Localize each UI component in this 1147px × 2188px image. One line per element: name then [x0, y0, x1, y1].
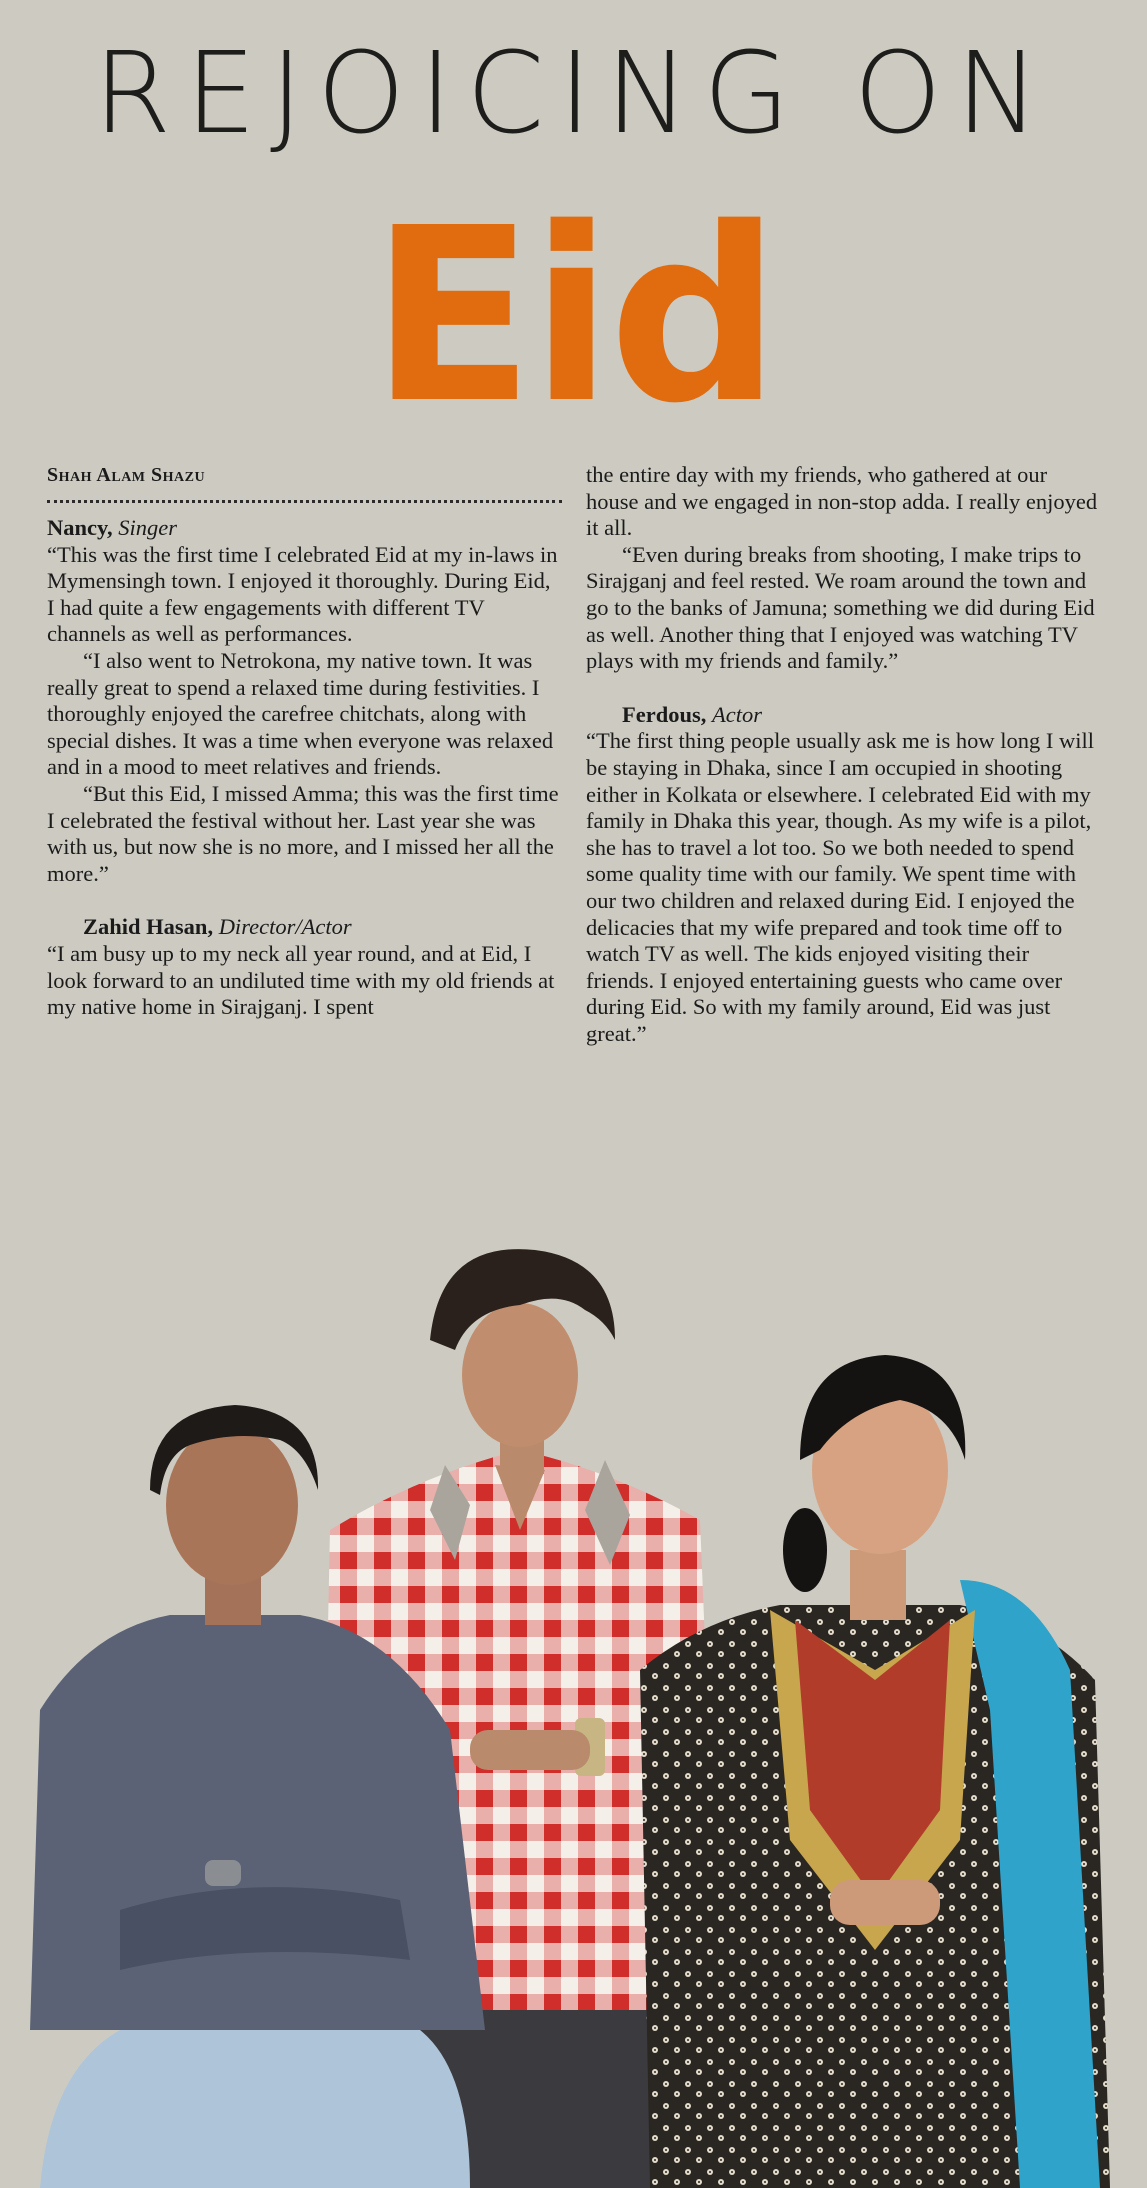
- headline-eid: Eid: [370, 176, 777, 456]
- section-heading-zahid: Zahid Hasan, Director/Actor: [83, 914, 352, 940]
- byline: Shah Alam Shazu: [47, 464, 206, 486]
- group-photo: [0, 1110, 1147, 2188]
- person-role: Singer: [118, 515, 178, 540]
- person-name: Ferdous: [622, 701, 701, 727]
- left-column: [47, 462, 562, 1021]
- paragraph: “Even during breaks from shooting, I make trips to Sirajganj and feel rested. We roam around the town and go to the banks of Jamuna; something we did during Eid as well. Another thing that I enjoyed was watching TV plays with my friends and family.”: [586, 541, 1095, 674]
- section-heading-nancy: Nancy, Singer: [47, 515, 178, 540]
- headline-line1: REJOICING ON: [93, 29, 1054, 159]
- person-role: Director/Actor: [218, 914, 352, 940]
- person-role: Actor: [712, 701, 762, 727]
- person-name: Zahid Hasan: [83, 914, 208, 940]
- paragraph: “I also went to Netrokona, my native town. It was really great to spend a relaxed time during festivities. I thoroughly enjoyed the carefree chitchats, along with special dishes. It was a time when everyone was relaxed and in a mood to meet relatives and friends.: [47, 647, 554, 780]
- right-column: [586, 462, 1101, 1047]
- person-right: [640, 1355, 1110, 2188]
- person-name: Nancy: [47, 515, 108, 540]
- paragraph: “This was the first time I celebrated Eid at my in-laws in Mymensingh town. I enjoyed it thoroughly. During Eid, I had quite a few engagements with different TV channels as well as performances.: [47, 541, 558, 647]
- dotted-divider: [47, 500, 562, 503]
- paragraph: “I am busy up to my neck all year round, and at Eid, I look forward to an undiluted time with my old friends at my native home in Sirajganj. I spent: [47, 940, 555, 1020]
- section-heading-ferdous: Ferdous, Actor: [622, 701, 762, 727]
- paragraph: “The first thing people usually ask me is how long I will be staying in Dhaka, since I am occupied in shooting either in Kolkata or elsewhere. I celebrated Eid with my family in Dhaka this year, though. As my wife is a pilot, she has to travel a lot too. So we both needed to spend some quality time with our family. We spent time with our two children and relaxed during Eid. I enjoyed the delicacies that my wife prepared and took time off to watch TV as well. The kids enjoyed visiting their friends. I enjoyed entertaining guests who came over during Eid. So with my family around, Eid was just great.”: [586, 728, 1095, 1046]
- paragraph: “But this Eid, I missed Amma; this was the first time I celebrated the festival without her. Last year she was with us, but now she is no more, and I missed her all the more.”: [47, 780, 559, 886]
- paragraph: the entire day with my friends, who gathered at our house and we engaged in non-stop adda. I really enjoyed it all.: [586, 462, 1098, 541]
